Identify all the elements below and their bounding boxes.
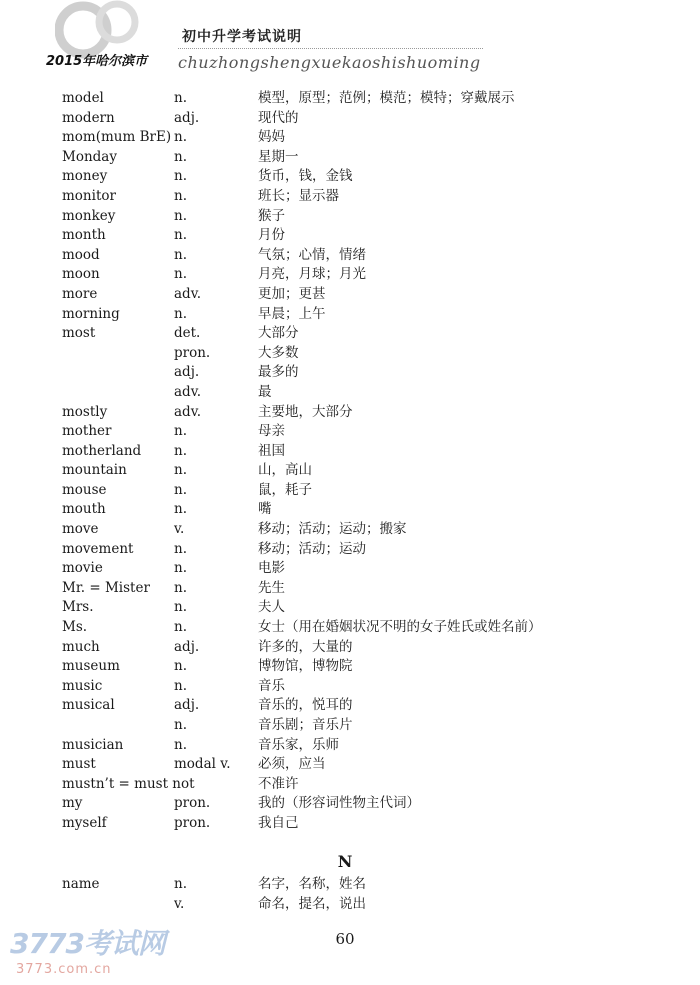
entry-word: mom(mum BrE) — [62, 129, 172, 146]
entry-pos: n. — [174, 187, 187, 204]
entry-pos: n. — [174, 599, 187, 616]
entry-meaning: 货币，钱，金钱 — [258, 168, 353, 185]
vocab-entry — [0, 305, 700, 325]
vocab-entry — [0, 598, 700, 618]
entry-word: musical — [62, 697, 115, 714]
entry-pos: n. — [174, 481, 187, 498]
entry-word: movement — [62, 540, 134, 557]
page-number: 60 — [335, 930, 355, 948]
entry-pos: n. — [174, 207, 187, 224]
entry-word: my — [62, 795, 83, 812]
entry-word: mother — [62, 423, 112, 440]
vocab-entry — [0, 895, 700, 915]
entry-pos: modal v. — [174, 756, 231, 773]
entry-meaning: 祖国 — [258, 442, 285, 459]
entry-word: morning — [62, 305, 120, 322]
entry-pos: adj. — [174, 109, 200, 126]
vocab-entry — [0, 716, 700, 736]
entry-pos: n. — [174, 90, 187, 106]
vocab-entry — [0, 89, 700, 109]
entry-pos: n. — [174, 423, 187, 440]
vocab-entry — [0, 638, 700, 658]
header-title: 初中升学考试说明 — [182, 29, 302, 45]
vocab-entry — [0, 755, 700, 775]
entry-word: movie — [62, 560, 103, 577]
vocab-entry — [0, 187, 700, 207]
vocab-entry — [0, 265, 700, 285]
entry-pos: n. — [174, 442, 187, 459]
vocabulary-list-n — [0, 875, 700, 914]
vocab-entry — [0, 148, 700, 168]
entry-word: monkey — [62, 207, 116, 224]
entry-pos: v. — [174, 895, 185, 912]
entry-pos: n. — [174, 305, 187, 322]
entry-meaning: 我的（形容词性物主代词） — [258, 795, 420, 812]
entry-pos: pron. — [174, 814, 211, 831]
vocab-entry — [0, 207, 700, 227]
entry-meaning: 音乐 — [258, 677, 285, 694]
entry-pos: n. — [174, 148, 187, 165]
entry-pos: pron. — [174, 344, 211, 361]
vocab-entry — [0, 344, 700, 364]
entry-pos: adj. — [174, 364, 200, 381]
entry-pos: n. — [174, 246, 187, 263]
entry-pos: adv. — [174, 403, 202, 420]
entry-pos: n. — [174, 462, 187, 479]
vocab-entry — [0, 736, 700, 756]
entry-word: month — [62, 227, 106, 244]
vocab-entry — [0, 814, 700, 834]
vocab-entry — [0, 775, 700, 795]
entry-meaning: 许多的，大量的 — [258, 638, 353, 655]
vocab-entry — [0, 520, 700, 540]
entry-word: Ms. — [62, 619, 88, 636]
entry-meaning: 移动；活动；运动 — [258, 540, 366, 557]
entry-word: monitor — [62, 187, 116, 204]
entry-meaning: 月亮，月球；月光 — [258, 266, 366, 283]
vocab-entry — [0, 285, 700, 305]
entry-pos: n. — [174, 266, 187, 283]
entry-pos: adv. — [174, 383, 202, 400]
entry-meaning: 气氛；心情，情绪 — [258, 246, 366, 263]
entry-word: money — [62, 168, 108, 185]
entry-word: much — [62, 638, 100, 655]
entry-meaning: 鼠，耗子 — [258, 481, 312, 498]
vocab-entry — [0, 128, 700, 148]
entry-meaning: 母亲 — [258, 423, 285, 440]
watermark-site: 3773考试网 — [10, 927, 165, 960]
entry-meaning: 妈妈 — [258, 129, 285, 146]
vocab-entry — [0, 540, 700, 560]
watermark-url: 3773.com.cn — [16, 962, 112, 977]
vocab-entry — [0, 677, 700, 697]
vocabulary-list-m — [0, 89, 700, 834]
vocab-entry — [0, 618, 700, 638]
entry-meaning: 更加；更甚 — [258, 285, 326, 302]
vocab-entry — [0, 442, 700, 462]
page-header — [0, 0, 700, 90]
entry-meaning: 模型，原型；范例；模范；模特；穿戴展示 — [258, 90, 515, 106]
entry-word: must — [62, 756, 96, 773]
entry-pos: n. — [174, 717, 187, 733]
entry-pos: n. — [174, 619, 187, 636]
vocab-entry — [0, 324, 700, 344]
entry-meaning: 猴子 — [258, 207, 285, 224]
entry-pos: n. — [174, 129, 187, 146]
entry-pos: n. — [174, 540, 187, 557]
entry-pos: n. — [174, 227, 187, 244]
entry-meaning: 大多数 — [258, 344, 299, 361]
entry-pos: adv. — [174, 285, 202, 302]
entry-meaning: 夫人 — [258, 599, 285, 616]
entry-pos: n. — [174, 736, 187, 753]
entry-meaning: 名字，名称，姓名 — [258, 876, 366, 892]
header-city: 2015年哈尔滨市 — [46, 54, 148, 69]
entry-pos: det. — [174, 325, 201, 342]
vocab-entry — [0, 500, 700, 520]
entry-pos: n. — [174, 677, 187, 694]
vocab-entry — [0, 579, 700, 599]
entry-meaning: 嘴 — [258, 501, 272, 518]
entry-meaning: 最多的 — [258, 364, 299, 381]
entry-word: music — [62, 677, 103, 694]
entry-pos: n. — [174, 501, 187, 518]
entry-pos: n. — [174, 560, 187, 577]
vocab-entry — [0, 481, 700, 501]
vocab-entry — [0, 363, 700, 383]
entry-word: model — [62, 90, 104, 106]
vocab-entry — [0, 383, 700, 403]
entry-word: move — [62, 521, 99, 538]
entry-meaning: 我自己 — [258, 814, 299, 831]
vocab-entry — [0, 696, 700, 716]
entry-pos: adj. — [174, 697, 200, 714]
entry-meaning: 命名，提名，说出 — [258, 895, 366, 912]
entry-meaning: 班长；显示器 — [258, 187, 339, 204]
entry-meaning: 必须，应当 — [258, 756, 326, 773]
entry-meaning: 早晨；上午 — [258, 305, 326, 322]
vocab-entry — [0, 657, 700, 677]
header-divider — [178, 48, 483, 49]
entry-meaning: 最 — [258, 383, 272, 400]
entry-meaning: 博物馆，博物院 — [258, 658, 353, 675]
entry-word: moon — [62, 266, 100, 283]
entry-word: mostly — [62, 403, 108, 420]
vocab-entry — [0, 875, 700, 895]
entry-word: more — [62, 285, 98, 302]
entry-word: mouth — [62, 501, 106, 518]
entry-word: mustn’t = must not — [62, 775, 195, 792]
entry-word: motherland — [62, 442, 142, 459]
entry-meaning: 先生 — [258, 579, 285, 596]
entry-meaning: 电影 — [258, 560, 285, 577]
entry-meaning: 不准许 — [258, 775, 299, 792]
vocab-entry — [0, 403, 700, 423]
entry-meaning: 大部分 — [258, 325, 299, 342]
entry-meaning: 现代的 — [258, 109, 299, 126]
entry-word: Monday — [62, 148, 117, 165]
entry-word: mood — [62, 246, 100, 263]
vocab-entry — [0, 794, 700, 814]
vocab-entry — [0, 226, 700, 246]
entry-meaning: 女士（用在婚姻状况不明的女子姓氏或姓名前） — [258, 619, 542, 636]
entry-pos: n. — [174, 579, 187, 596]
vocab-entry — [0, 167, 700, 187]
entry-meaning: 音乐的，悦耳的 — [258, 697, 353, 714]
entry-meaning: 音乐剧；音乐片 — [258, 717, 353, 733]
entry-pos: n. — [174, 168, 187, 185]
entry-word: Mr. = Mister — [62, 579, 150, 596]
entry-pos: adj. — [174, 638, 200, 655]
entry-pos: pron. — [174, 795, 211, 812]
vocab-entry — [0, 461, 700, 481]
entry-pos: v. — [174, 521, 185, 538]
entry-word: Mrs. — [62, 599, 94, 616]
entry-word: most — [62, 325, 96, 342]
entry-word: myself — [62, 814, 107, 831]
vocab-entry — [0, 246, 700, 266]
entry-word: mountain — [62, 462, 127, 479]
entry-pos: n. — [174, 658, 187, 675]
entry-word: musician — [62, 736, 124, 753]
vocab-entry — [0, 422, 700, 442]
entry-meaning: 移动；活动；运动；搬家 — [258, 521, 407, 538]
entry-meaning: 音乐家，乐师 — [258, 736, 339, 753]
vocab-entry — [0, 559, 700, 579]
entry-word: name — [62, 876, 100, 892]
entry-pos: n. — [174, 876, 187, 892]
entry-meaning: 月份 — [258, 227, 285, 244]
entry-word: modern — [62, 109, 115, 126]
section-letter-heading: N — [337, 852, 353, 871]
entry-word: mouse — [62, 481, 107, 498]
entry-meaning: 主要地，大部分 — [258, 403, 353, 420]
watermark — [10, 922, 165, 977]
entry-word: museum — [62, 658, 120, 675]
vocab-entry — [0, 109, 700, 129]
header-pinyin: chuzhongshengxuekaoshishuoming — [178, 53, 481, 72]
entry-meaning: 山，高山 — [258, 462, 312, 479]
entry-meaning: 星期一 — [258, 148, 299, 165]
